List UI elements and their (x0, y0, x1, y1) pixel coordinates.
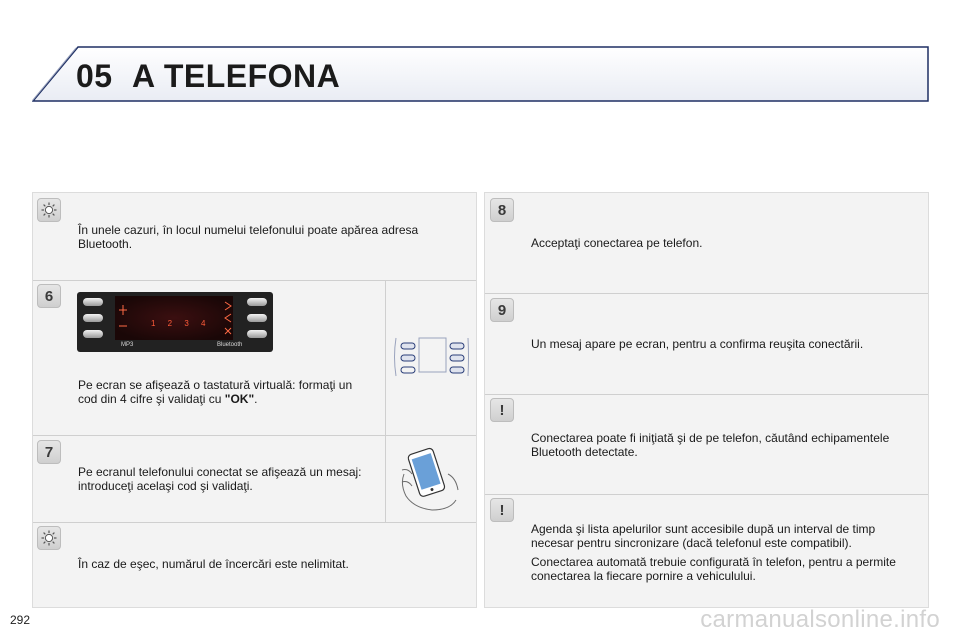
chapter-number: 05 (76, 58, 113, 94)
display-button-left-2 (83, 314, 103, 322)
step6-ok-label: "OK" (224, 391, 255, 406)
page-number: 292 (10, 613, 31, 627)
lightbulb-icon (37, 198, 61, 222)
warning2-paragraph-1: Agenda şi lista apelurilor sunt accesibile după un interval de timp necesar pentru sincronizare (dacă telefonul este compatibil). (531, 522, 876, 550)
step8-text: Acceptaţi conectarea pe telefon. (531, 236, 703, 250)
step9-text: Un mesaj apare pe ecran, pentru a confirma reuşita conectării. (531, 337, 864, 351)
display-button-right-1 (247, 298, 267, 306)
step-number-badge-9: 9 (490, 298, 514, 322)
step-number-badge-6: 6 (37, 284, 61, 308)
display-screen (115, 296, 233, 340)
exclamation-icon: ! (490, 498, 514, 522)
step7-text: Pe ecranul telefonului conectat se afişează un mesaj: introduceţi acelaşi cod şi validaţi. (78, 465, 362, 493)
display-mp3-label: MP3 (121, 342, 134, 348)
tip-text-bluetooth-address: În unele cazuri, în locul numelui telefonului poate apărea adresa Bluetooth. (78, 223, 419, 251)
figure-divider (385, 280, 386, 522)
display-button-left-1 (83, 298, 103, 306)
step6-text-suffix: . (254, 391, 258, 406)
display-bluetooth-label: Bluetooth (217, 342, 243, 348)
step-number-badge-7: 7 (37, 440, 61, 464)
step-number-badge-8: 8 (490, 198, 514, 222)
control-panel-icon (392, 334, 470, 380)
display-button-right-2 (247, 314, 267, 322)
exclamation-icon: ! (490, 398, 514, 422)
smartphone-hand-icon (398, 444, 462, 512)
warning2-text (531, 523, 921, 589)
tip-text-attempts: În caz de eşec, numărul de încercări este nelimitat. (78, 557, 349, 571)
warning2-paragraph-2: Conectarea automată trebuie configurată în telefon, pentru a permite conectarea la fiecare pornire a vehiculului. (531, 555, 896, 583)
page-title: A TELEFONA (132, 58, 341, 94)
watermark: carmanualsonline.info (700, 606, 940, 633)
step6-text (78, 379, 368, 406)
warning1-text: Conectarea poate fi iniţiată şi de pe telefon, căutând echipamentele Bluetooth detectate. (531, 431, 890, 459)
step6-text-prefix: Pe ecran se afişează o tastatură virtuală: formaţi un cod din 4 cifre şi validaţi cu (78, 378, 353, 406)
display-digits: 1 2 3 4 (151, 319, 211, 328)
display-button-left-3 (83, 330, 103, 338)
display-button-right-3 (247, 330, 267, 338)
keypad-display-figure (77, 292, 273, 352)
lightbulb-icon (37, 526, 61, 550)
